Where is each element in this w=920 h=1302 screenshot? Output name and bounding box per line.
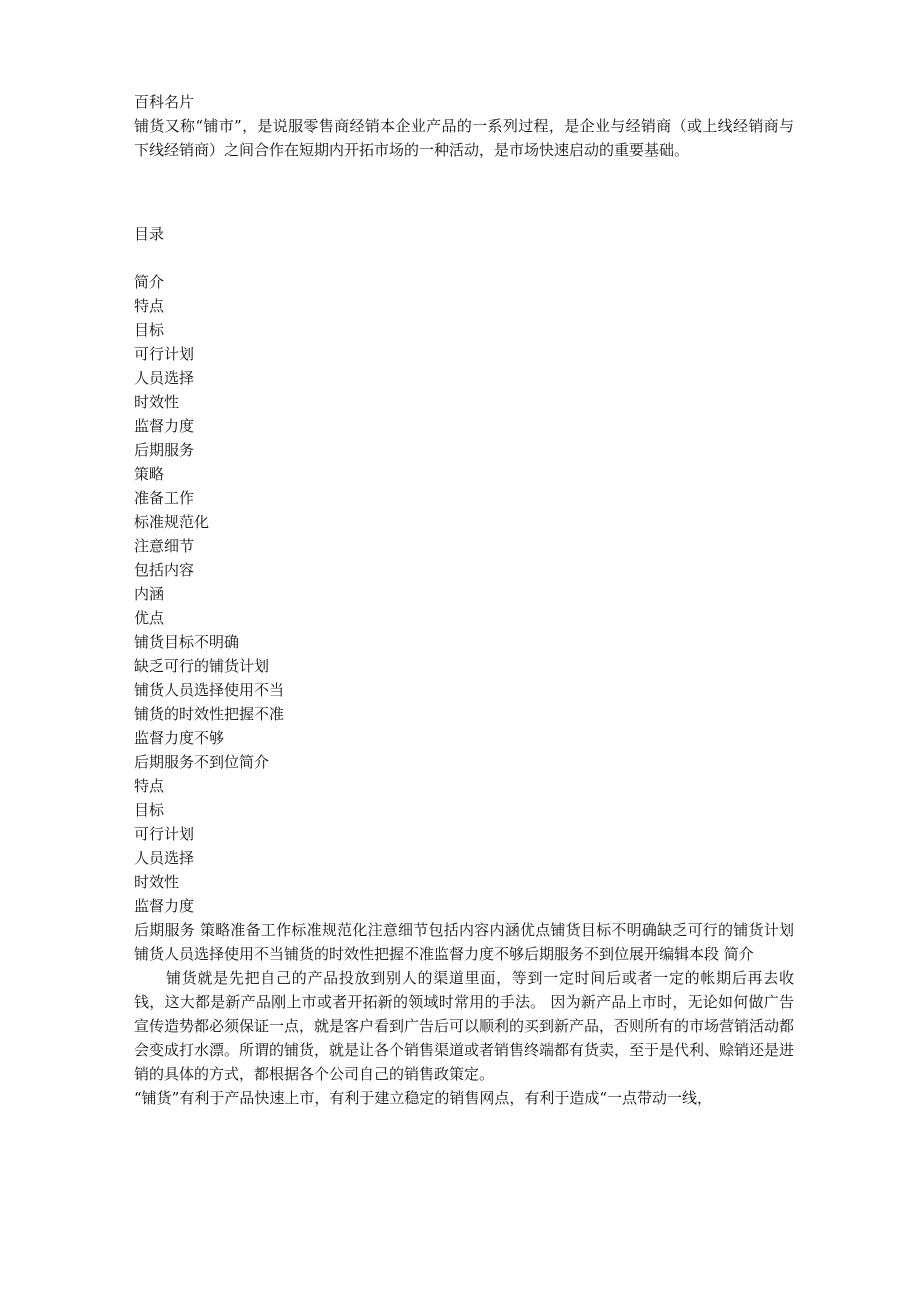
toc-item[interactable]: 注意细节 (134, 537, 195, 555)
body-paragraph: 铺货就是先把自己的产品投放到别人的渠道里面，等到一定时间后或者一定的帐期后再去收钱，这大都是新产品刚上市或者开拓新的领域时常用的手法。 因为新产品上市时，无论如何做广告宣传造势都必须保证一点，就是客户看到广告后可以顺利的买到新产品，否则所有的市场营销活动都会变成打水漂。所谓的铺货，就是让各个销售渠道或者销售终端都有货卖，至于是代利、赊销还是进销的具体的方式，都根据各个公司自己的销售政策定。 (134, 969, 795, 1083)
toc-item[interactable]: 铺货目标不明确 (134, 633, 240, 651)
toc-item[interactable]: 人员选择 (134, 849, 195, 867)
header-title: 百科名片 (134, 93, 195, 111)
toc-item[interactable]: 策略 (134, 465, 165, 483)
toc-item[interactable]: 特点 (134, 297, 165, 315)
toc-item[interactable]: 准备工作 (134, 489, 195, 507)
toc-item[interactable]: 标准规范化 (134, 513, 210, 531)
toc-item[interactable]: 时效性 (134, 393, 180, 411)
toc-item[interactable]: 监督力度 (134, 417, 195, 435)
toc-item[interactable]: 可行计划 (134, 825, 195, 843)
toc-item[interactable]: 目标 (134, 321, 165, 339)
toc-item[interactable]: 缺乏可行的铺货计划 (134, 657, 270, 675)
spacer (134, 162, 794, 222)
toc-title: 目录 (134, 225, 165, 243)
intro-paragraph: 铺货又称“铺市”，是说服零售商经销本企业产品的一系列过程，是企业与经销商（或上线经销商与下线经销商）之间合作在短期内开拓市场的一种活动，是市场快速启动的重要基础。 (134, 117, 794, 159)
toc-item[interactable]: 人员选择 (134, 369, 195, 387)
toc-item[interactable]: 目标 (134, 801, 165, 819)
toc-item[interactable]: 后期服务不到位简介 (134, 753, 270, 771)
body-paragraph-continued: “铺货”有利于产品快速上市，有利于建立稳定的销售网点，有利于造成“一点带动一线， (134, 1089, 713, 1107)
toc-item[interactable]: 监督力度 (134, 897, 195, 915)
toc-item[interactable]: 简介 (134, 273, 165, 291)
toc-item[interactable]: 优点 (134, 609, 165, 627)
toc-item[interactable]: 铺货人员选择使用不当 (134, 681, 285, 699)
toc-item[interactable]: 内涵 (134, 585, 165, 603)
toc-item[interactable]: 监督力度不够 (134, 729, 225, 747)
spacer (134, 246, 794, 270)
toc-item[interactable]: 铺货的时效性把握不准 (134, 705, 285, 723)
toc-item[interactable]: 时效性 (134, 873, 180, 891)
toc-item[interactable]: 特点 (134, 777, 165, 795)
toc-list (134, 270, 794, 918)
toc-item[interactable]: 后期服务 (134, 441, 195, 459)
toc-item[interactable]: 可行计划 (134, 345, 195, 363)
toc-item[interactable]: 包括内容 (134, 561, 195, 579)
run-on-toc-paragraph: 后期服务 策略准备工作标准规范化注意细节包括内容内涵优点铺货目标不明确缺乏可行的铺货计划 铺货人员选择使用不当铺货的时效性把握不准监督力度不够后期服务不到位展开编辑本段 简介 (134, 921, 794, 963)
document-page (134, 90, 794, 1110)
